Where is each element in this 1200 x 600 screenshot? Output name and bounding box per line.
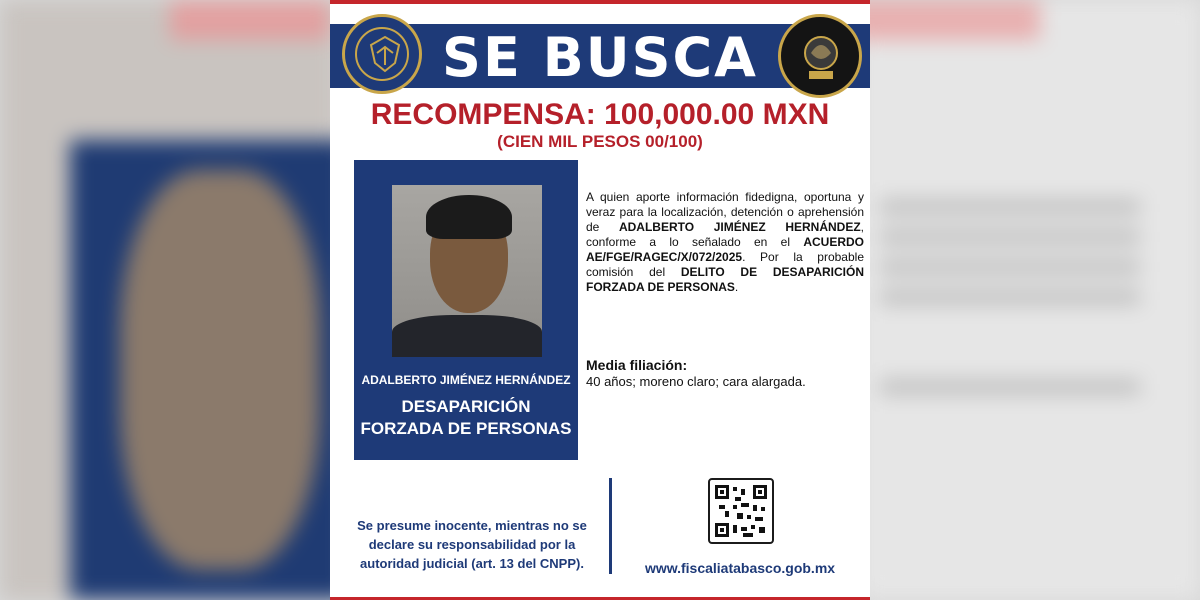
- police-unit-seal-icon: [778, 14, 862, 98]
- reward-amount: RECOMPENSA: 100,000.00 MXN: [370, 98, 830, 131]
- description-crime: DELITO DE DESAPARICIÓN FORZADA DE PERSONAS: [586, 265, 864, 294]
- filiacion-value: 40 años; moreno claro; cara alargada.: [586, 374, 806, 389]
- top-accent-line: [330, 0, 870, 4]
- description-text: . Por la probable comisión del: [586, 250, 864, 279]
- description-suspect-name: ADALBERTO JIMÉNEZ HERNÁNDEZ: [618, 220, 861, 234]
- suspect-photo: [392, 185, 542, 357]
- description-agreement: ACUERDO AE/FGE/RAGEC/X/072/2025: [586, 235, 864, 264]
- crime-line-1: DESAPARICIÓN: [401, 397, 531, 416]
- poster-title: SE BUSCA: [442, 26, 758, 89]
- description-text: , conforme a lo señalado en el: [586, 220, 864, 249]
- presumption-notice: Se presume inocente, mientras no se declare su responsabilidad por la autoridad judicial (art. 13 del CNPP).: [357, 518, 587, 571]
- suspect-panel: [354, 160, 578, 460]
- reward-amount-words: (CIEN MIL PESOS 00/100): [497, 132, 703, 151]
- qr-code-icon[interactable]: [708, 478, 774, 544]
- reward-description: [586, 190, 864, 295]
- suspect-name: ADALBERTO JIMÉNEZ HERNÁNDEZ: [361, 373, 571, 387]
- wanted-poster: [330, 0, 870, 600]
- blurred-right-side: [860, 0, 1200, 600]
- fiscalia-seal-icon: [342, 14, 422, 94]
- description-text: .: [734, 280, 739, 294]
- description-text: A quien aporte información fidedigna, oportuna y veraz para la localización, detención o aprehensión de: [586, 190, 864, 234]
- filiacion-label: Media filiación:: [586, 357, 688, 373]
- suspect-crime: [354, 396, 578, 440]
- blurred-left-side: [0, 0, 340, 600]
- footer-divider: [609, 478, 612, 574]
- website-link[interactable]: www.fiscaliatabasco.gob.mx: [644, 560, 836, 576]
- crime-line-2: FORZADA DE PERSONAS: [360, 419, 572, 438]
